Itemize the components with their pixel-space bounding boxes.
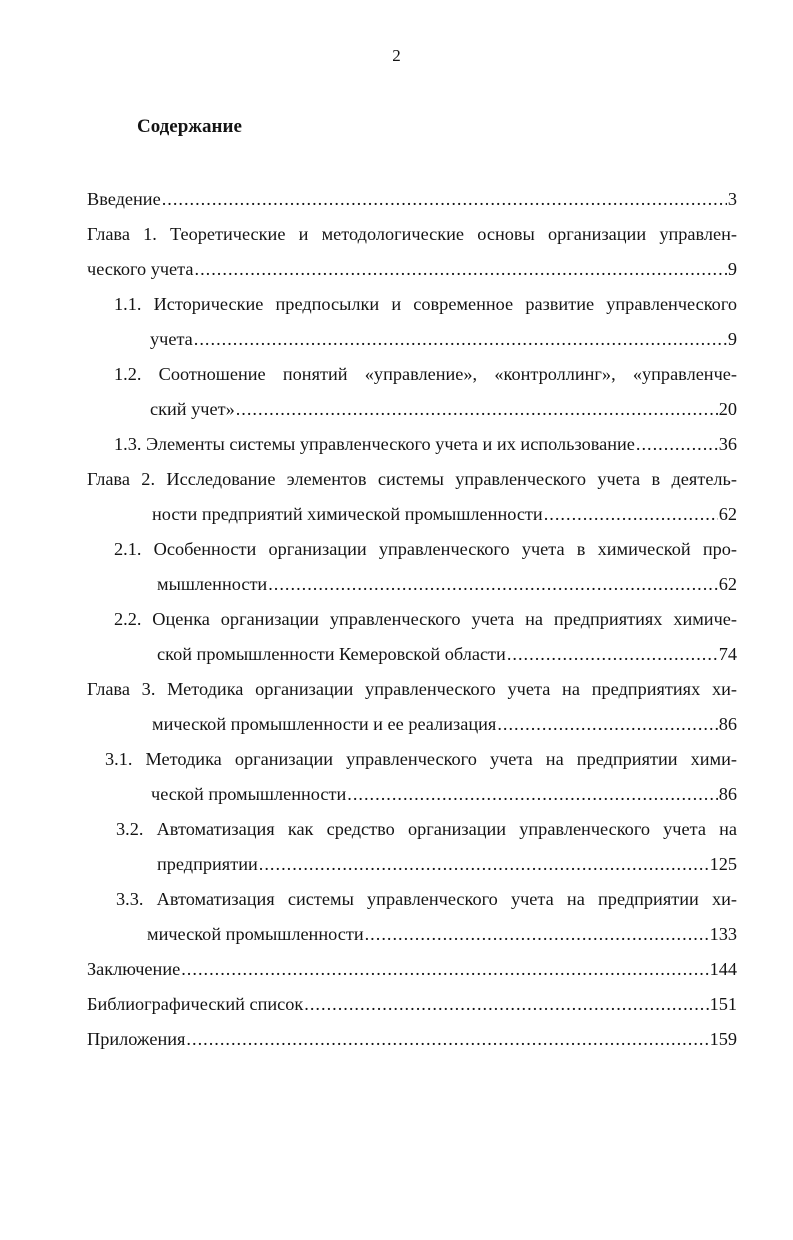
toc-entry-section-3-2 — [87, 812, 737, 882]
toc-leader-dots — [268, 567, 718, 602]
toc-entry-title-line1: Глава 1. Теоретические и методологические основы организации управлен- — [87, 224, 737, 244]
toc-entry-introduction — [87, 182, 737, 217]
table-of-contents — [87, 182, 737, 1057]
toc-entry-title-line2: ческой промышленности — [151, 784, 347, 804]
toc-entry-page: 125 — [709, 854, 737, 874]
toc-entry-title-line1: 1.2. Соотношение понятий «управление», «контроллинг», «управленче- — [114, 364, 737, 384]
toc-entry-title: Приложения — [87, 1029, 186, 1049]
toc-entry-title-line1: 2.1. Особенности организации управленческого учета в химической про- — [114, 539, 737, 559]
toc-entry-title-line2: ческого учета — [87, 259, 194, 279]
toc-entry-conclusion — [87, 952, 737, 987]
toc-entry-title-line1: 3.2. Автоматизация как средство организации управленческого учета на — [116, 819, 737, 839]
toc-entry-page: 133 — [709, 924, 737, 944]
toc-entry-title-line2: ский учет» — [150, 399, 235, 419]
toc-leader-dots — [304, 987, 708, 1022]
page-number: 2 — [392, 46, 401, 65]
toc-entry-chapter-2 — [87, 462, 737, 532]
toc-entry-page: 74 — [718, 644, 737, 664]
toc-leader-dots — [186, 1022, 708, 1057]
toc-entry-appendices — [87, 1022, 737, 1057]
toc-entry-section-1-1 — [87, 287, 737, 357]
toc-entry-section-2-1 — [87, 532, 737, 602]
toc-entry-page: 20 — [718, 399, 737, 419]
toc-entry-title-line2: ности предприятий химической промышленности — [152, 504, 543, 524]
toc-entry-page: 3 — [727, 189, 737, 209]
toc-entry-title-line2: предприятии — [157, 854, 258, 874]
toc-entry-title-line2: мышленности — [157, 574, 268, 594]
toc-entry-title-line1: Глава 3. Методика организации управленческого учета на предприятиях хи- — [87, 679, 737, 699]
toc-entry-page: 62 — [718, 574, 737, 594]
toc-entry-title-line1: Глава 2. Исследование элементов системы управленческого учета в деятель- — [87, 469, 737, 489]
toc-entry-chapter-3 — [87, 672, 737, 742]
toc-entry-title: Введение — [87, 189, 161, 209]
toc-leader-dots — [507, 637, 718, 672]
toc-entry-title-line1: 2.2. Оценка организации управленческого учета на предприятиях химиче- — [114, 609, 737, 629]
toc-leader-dots — [259, 847, 709, 882]
toc-entry-page: 86 — [718, 714, 737, 734]
toc-entry-title-line1: 3.1. Методика организации управленческого учета на предприятии хими- — [105, 749, 737, 769]
toc-entry-title: Заключение — [87, 959, 181, 979]
toc-entry-title-line1: 3.3. Автоматизация системы управленческого учета на предприятии хи- — [116, 889, 737, 909]
toc-entry-bibliography — [87, 987, 737, 1022]
toc-leader-dots — [194, 322, 727, 357]
toc-entry-page: 36 — [718, 434, 737, 454]
toc-entry-title-line2: учета — [150, 329, 193, 349]
toc-leader-dots — [195, 252, 727, 287]
toc-entry-page: 86 — [718, 784, 737, 804]
toc-entry-title-line2: ской промышленности Кемеровской области — [157, 644, 506, 664]
toc-leader-dots — [544, 497, 718, 532]
toc-entry-title-line1: 1.1. Исторические предпосылки и современное развитие управленческого — [114, 294, 737, 314]
toc-entry-chapter-1 — [87, 217, 737, 287]
toc-leader-dots — [347, 777, 717, 812]
toc-entry-section-1-3 — [87, 427, 737, 462]
toc-heading: Содержание — [137, 116, 242, 137]
toc-entry-page: 9 — [727, 329, 737, 349]
toc-entry-page: 159 — [709, 1029, 737, 1049]
toc-entry-page: 9 — [727, 259, 737, 279]
toc-entry-section-2-2 — [87, 602, 737, 672]
toc-leader-dots — [236, 392, 718, 427]
toc-entry-page: 144 — [709, 959, 737, 979]
toc-entry-page: 62 — [718, 504, 737, 524]
toc-entry-title-line2: мической промышленности и ее реализация — [152, 714, 497, 734]
toc-entry-section-3-1 — [87, 742, 737, 812]
toc-leader-dots — [181, 952, 708, 987]
toc-leader-dots — [497, 707, 717, 742]
toc-entry-title: Библиографический список — [87, 994, 304, 1014]
toc-entry-title-line2: мической промышленности — [147, 924, 364, 944]
toc-leader-dots — [162, 182, 727, 217]
toc-leader-dots — [365, 917, 709, 952]
toc-entry-page: 151 — [709, 994, 737, 1014]
toc-entry-title: 1.3. Элементы системы управленческого учета и их использование — [114, 434, 635, 454]
toc-entry-section-3-3 — [87, 882, 737, 952]
toc-leader-dots — [636, 427, 718, 462]
toc-entry-section-1-2 — [87, 357, 737, 427]
